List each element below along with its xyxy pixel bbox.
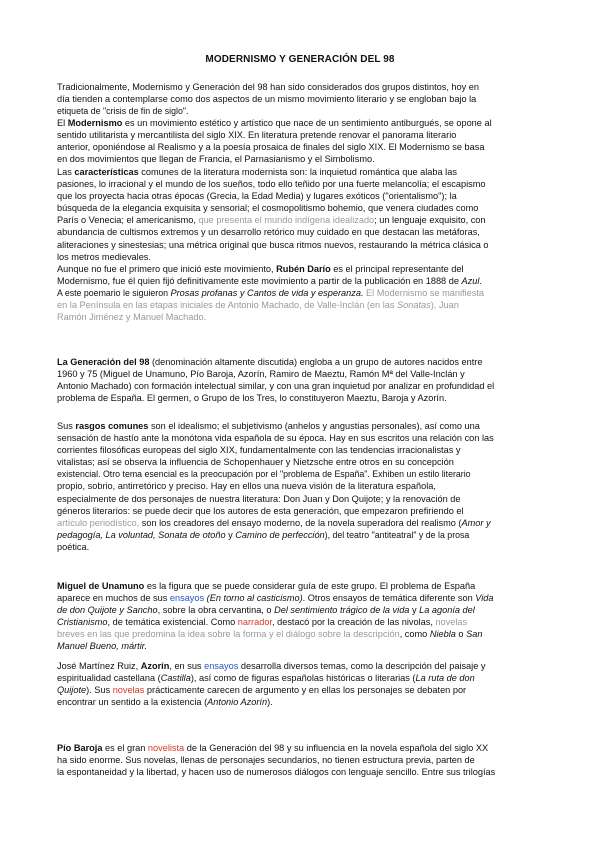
book-title: La ruta de don: [415, 673, 475, 684]
book-title: Antonio Azorín: [207, 697, 268, 708]
text-line: Tradicionalmente, Modernismo y Generación del 98 han sido considerados dos grupos distintos, hoy en: [57, 82, 480, 92]
paragraph-rasgos-comunes: [57, 420, 517, 553]
text-span: o: [455, 629, 467, 640]
text-line: en dos movimientos que llegan de Francia, el Parnasianismo y el Simbolismo.: [57, 154, 375, 165]
book-title: (En torno al casticismo): [204, 593, 303, 604]
text-span: .: [479, 276, 482, 287]
text-line: [57, 166, 517, 178]
paragraph-caracteristicas: [57, 166, 517, 263]
paragraph-modernismo: [57, 117, 517, 165]
text-span: prácticamente carecen de argumento y en ellas los personajes se debaten por: [144, 685, 467, 696]
text-line: [57, 117, 517, 129]
book-title: San: [466, 629, 483, 640]
text-line: [57, 672, 517, 684]
gray-text: artículo periodístico,: [57, 517, 140, 528]
book-title: Azul: [461, 276, 480, 287]
text-line: sensación de hastío ante la monótona vida española de su época. Hay en sus escritos una relación con las: [57, 433, 494, 444]
book-title: La agonía del: [419, 605, 475, 616]
text-line: [57, 263, 517, 275]
book-title: Amor y: [461, 517, 491, 528]
text-line: abundancia de cultismos extremos y un desarrollo retórico muy cuidado en que destacan las metáforas,: [57, 227, 480, 238]
text-line: poética.: [57, 541, 90, 552]
text-span: Las: [57, 167, 75, 177]
text-span: es un movimiento estético y artístico que nace de un sentimiento antiburgués, se opone al: [122, 118, 492, 128]
text-line: [57, 287, 517, 299]
text-line: [57, 214, 517, 226]
text-line: [57, 684, 517, 696]
book-title: Castilla: [160, 673, 191, 684]
term-generacion-98: La Generación del 98: [57, 357, 150, 367]
text-line: [57, 275, 517, 287]
gray-text: breves en las que predomina la idea sobre la forma y el diálogo sobre la descripción: [57, 629, 400, 640]
term-caracteristicas: características: [74, 167, 139, 177]
text-span: Aunque no fue el primero que inició este movimiento,: [57, 264, 277, 274]
text-span: París o Venecia; el americanismo,: [57, 215, 199, 226]
text-span: es la figura que se puede considerar guía de este grupo. El problema de España: [144, 581, 476, 591]
text-line: Ramón Jiménez y Manuel Machado.: [57, 312, 207, 323]
text-line: [57, 580, 517, 592]
text-line: [57, 696, 517, 708]
text-line: [57, 616, 517, 628]
text-line: corrientes filosóficas europeas del siglo XIX, fundamentalmente con las tendencias irracionalistas y: [57, 445, 461, 456]
text-span: ).: [267, 697, 273, 708]
text-span: A este poemario le siguieron: [57, 288, 171, 299]
text-line: [57, 742, 517, 754]
novelista-link[interactable]: novelista: [147, 743, 185, 753]
text-line: Antonio Machado) con formación intelectual similar, y con una gran inquietud por analizar en profundidad el: [57, 381, 495, 392]
text-line: etiqueta de "crisis de fin de siglo".: [57, 106, 189, 117]
text-line: problema de España. El germen, o Grupo de los Tres, lo constituyeron Maeztu, Baroja y Azorín.: [57, 393, 447, 404]
gray-text: que presenta el mundo indígena idealizado: [198, 215, 375, 226]
text-line: la espontaneidad y la libertad, y hacen uso de numerosos diálogos con lenguaje sencillo. Entre sus trilogías: [57, 767, 496, 778]
text-span: , de temática existencial. Como: [107, 617, 238, 628]
term-baroja: Pío Baroja: [57, 743, 103, 753]
text-span: comunes de la literatura modernista son: la inquietud romántica que alaba las: [138, 167, 457, 177]
text-span: ; un lenguaje exquisito, con: [374, 215, 486, 226]
paragraph-ruben-dario: [57, 263, 517, 323]
paragraph-generacion-98: [57, 356, 517, 404]
text-span: encontrar un sentido a la existencia (: [57, 697, 208, 708]
text-line: [57, 420, 517, 432]
text-span: ), del teatro "antiteatral" y de la prosa: [324, 529, 470, 540]
text-line: los metros medievales.: [57, 251, 151, 262]
term-azorin: Azorín: [140, 661, 170, 671]
text-span: y: [225, 529, 236, 540]
book-title: Vida: [475, 593, 494, 604]
text-line: Manuel Bueno, mártir.: [57, 641, 148, 652]
text-line: aliteraciones y sinestesias; una métrica original que busca ritmos nuevos, restaurando la métrica clásica o: [57, 239, 489, 250]
book-title: Sonatas: [397, 300, 431, 311]
text-span: Modernismo, fue él quien fijó definitivamente este movimiento a partir de la publicación en 1888 de: [57, 276, 462, 287]
text-span: . Otros ensayos de temática diferente son: [302, 593, 476, 604]
term-unamuno: Miguel de Unamuno: [57, 581, 145, 591]
gray-text: El Modernismo se manifiesta: [363, 288, 485, 299]
ensayos-link[interactable]: ensayos: [169, 593, 205, 604]
text-span: son el idealismo; el subjetivismo (anhelos y angustias personales), así como una: [148, 421, 480, 431]
text-span: y: [409, 605, 420, 616]
paragraph-baroja: [57, 742, 517, 778]
book-title: de don Quijote y Sancho: [57, 605, 158, 616]
text-span: Sus: [57, 421, 76, 431]
gray-text: novelas: [435, 617, 468, 628]
text-span: José Martínez Ruiz,: [57, 661, 141, 671]
text-line: [57, 517, 517, 529]
ensayos-link[interactable]: ensayos: [204, 661, 239, 671]
book-title: Cristianismo: [57, 617, 108, 628]
text-span: desarrolla diversos temas, como la descripción del paisaje y: [238, 661, 486, 671]
paragraph-unamuno: [57, 580, 517, 653]
paragraph-intro: [57, 81, 517, 117]
text-line: [57, 604, 517, 616]
text-span: de la Generación del 98 y su influencia en la novela española del siglo XX: [184, 743, 489, 753]
text-line: [57, 628, 517, 640]
term-ruben-dario: Rubén Darío: [276, 264, 331, 274]
novelas-link[interactable]: novelas: [112, 685, 145, 696]
text-line: 1960 y 75 (Miguel de Unamuno, Pío Baroja, Azorín, Ramiro de Maeztu, Ramón Mª del Valle-Inclán y: [57, 369, 465, 380]
text-line: existencial. Otro tema esencial es la preocupación por el "problema de España". Exhiben un estilo literario: [57, 469, 471, 480]
text-span: El: [57, 118, 68, 128]
text-span: (denominación altamente discutida) engloba a un grupo de autores nacidos entre: [149, 357, 483, 367]
text-line: géneros literarios: se puede decir que los autores de esta generación, que empezaron prefiriendo el: [57, 505, 464, 516]
text-span: aparece en muchos de sus: [57, 593, 170, 604]
text-line: propio, sobrio, antirretórico y preciso. Hay en ellos una nueva visión de la literatura española,: [57, 481, 436, 492]
page-title: MODERNISMO Y GENERACIÓN DEL 98: [205, 54, 395, 65]
book-title: Prosas profanas y Cantos de vida y esperanza.: [170, 288, 364, 299]
text-span: es el gran: [102, 743, 148, 753]
text-span: , en sus: [169, 661, 205, 671]
text-line: [57, 356, 517, 368]
gray-text: ), Juan: [430, 300, 459, 311]
term-rasgos-comunes: rasgos comunes: [75, 421, 149, 431]
book-title: Niebla: [429, 629, 456, 640]
text-span: es el principal representante del: [330, 264, 464, 274]
book-title: pedagogía, La voluntad, Sonata de otoño: [57, 529, 226, 540]
text-span: espiritualidad castellana (: [57, 673, 161, 684]
text-line: [57, 529, 517, 541]
text-line: [57, 299, 517, 311]
book-title: Quijote: [57, 685, 87, 696]
book-title: Camino de perfección: [235, 529, 325, 540]
text-line: [57, 592, 517, 604]
narrador-link[interactable]: narrador: [237, 617, 272, 628]
text-span: , destacó por la creación de las nivolas,: [272, 617, 436, 628]
text-span: son los creadores del ensayo moderno, de la novela superadora del realismo (: [139, 517, 462, 528]
term-modernismo: Modernismo: [67, 118, 123, 128]
text-span: , sobre la obra cervantina, o: [157, 605, 275, 616]
text-line: [57, 660, 517, 672]
text-span: ). Sus: [86, 685, 113, 696]
book-title: Del sentimiento trágico de la vida: [274, 605, 410, 616]
text-span: , como: [399, 629, 430, 640]
text-line: anterior, oponiéndose al Realismo y a la poesía prosaica de finales del siglo XIX. El Modernismo se basa: [57, 142, 485, 153]
gray-text: en la Península en las etapas iniciales de Antonio Machado, de Valle-Inclán (en las: [57, 300, 397, 311]
text-line: pasiones, lo irracional y el mundo de los sueños, todo ello teñido por una fuerte melancolía; el escapismo: [57, 179, 486, 190]
text-line: especialmente de dos personajes de nuestra literatura: Don Juan y Don Quijote; y la renovación de: [57, 493, 461, 504]
text-line: que los proyecta hacia otras épocas (Grecia, la Edad Media) y lugares exóticos ("orientalismo"); la: [57, 191, 457, 202]
text-line: vitalistas; así se observa la influencia de Schopenhauer y Nietzsche entre otros en su concepción: [57, 457, 454, 468]
text-span: ), así como de figuras españolas históricas o literarias (: [190, 673, 416, 684]
paragraph-azorin: [57, 660, 517, 708]
text-line: búsqueda de la elegancia exquisita y sensorial; el cosmopolitismo bohemio, que venera ciudades como: [57, 203, 479, 214]
text-line: ha sido enorme. Sus novelas, llenas de personajes secundarios, no tienen estructura previa, parten de: [57, 755, 475, 766]
text-line: día tienden a contemplarse como dos aspectos de un mismo movimiento literario y se engloban bajo la: [57, 94, 477, 105]
text-line: sentido utilitarista y mercantilista del siglo XIX. En literatura pretende renovar el panorama literario: [57, 130, 457, 141]
